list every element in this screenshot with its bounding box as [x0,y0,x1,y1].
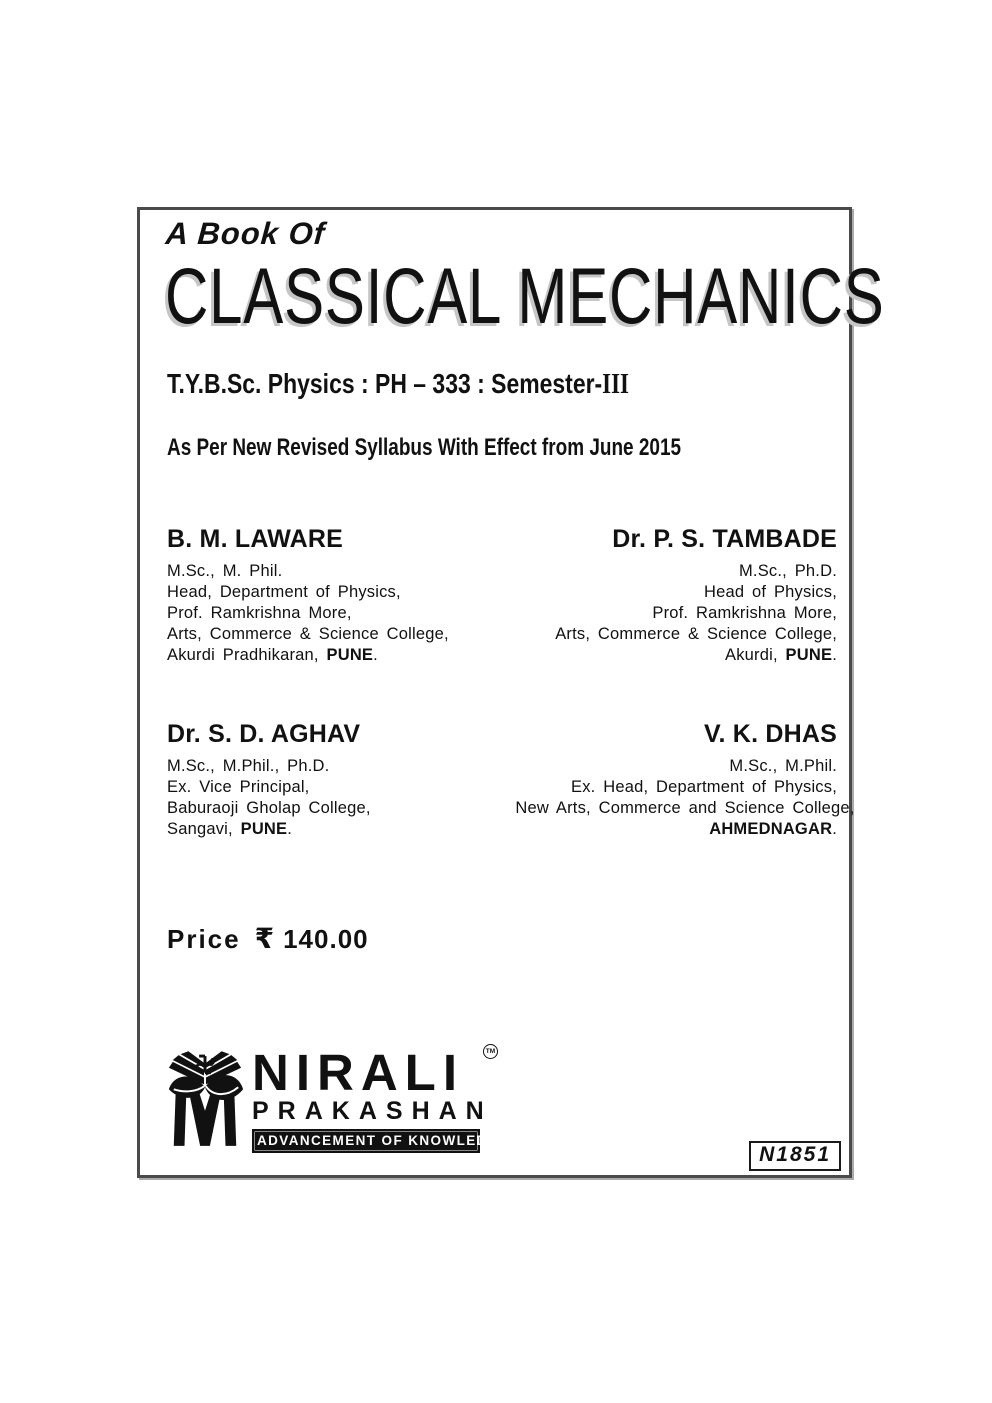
author-name: Dr. P. S. TAMBADE [612,525,837,553]
author-detail-line: Ex. Head, Department of Physics, [570,778,837,796]
author-block-tambade [555,525,837,666]
nirali-open-book-figure-icon [164,1050,246,1150]
author-detail-line: M.Sc., M. Phil. [167,562,283,580]
author-location-line: AHMEDNAGAR. [709,820,837,838]
publisher-text-block [252,1044,511,1153]
author-name: B. M. LAWARE [167,525,344,553]
trademark-icon: TM [483,1044,498,1059]
cover-frame [137,207,885,1178]
author-details [167,561,449,666]
author-location-line: Akurdi Pradhikaran, PUNE. [167,646,378,664]
author-location-line: Sangavi, PUNE. [167,820,293,838]
rupee-icon: ₹ [254,922,275,955]
price-row [167,922,369,955]
publisher-subname: PRAKASHAN [252,1097,493,1125]
authors-row-2 [167,720,855,840]
syllabus-note: As Per New Revised Syllabus With Effect from June 2015 [167,434,682,461]
course-text: T.Y.B.Sc. Physics : PH – 333 : Semester- [167,368,603,399]
author-detail-line: Head of Physics, [703,583,837,601]
author-block-dhas [515,720,855,840]
author-details [555,561,837,666]
book-title: CLASSICAL MECHANICS [165,251,885,340]
author-detail-line: Prof. Ramkrishna More, [167,604,352,622]
tagline: A Book Of [164,216,327,251]
author-details [515,756,855,840]
author-detail-line: Arts, Commerce & Science College, [555,625,837,643]
author-details [167,756,371,840]
course-semester-numeral: III [602,369,629,400]
author-detail-line: M.Sc., Ph.D. [738,562,837,580]
publisher-banner: ADVANCEMENT OF KNOWLEDGE [252,1129,480,1153]
author-block-laware [167,525,449,666]
author-location-line: Akurdi, PUNE. [725,646,837,664]
author-name: V. K. DHAS [703,720,837,748]
author-detail-line: New Arts, Commerce and Science College, [515,799,855,817]
authors-row-1 [167,525,837,666]
author-detail-line: Head, Department of Physics, [167,583,401,601]
author-name: Dr. S. D. AGHAV [167,720,361,748]
author-detail-line: Ex. Vice Principal, [167,778,310,796]
price-label: Price [167,924,241,954]
book-code-badge: N1851 [749,1141,841,1171]
author-detail-line: Baburaoji Gholap College, [167,799,371,817]
author-block-aghav [167,720,371,840]
publisher-logo [164,1044,511,1153]
course-line [167,368,629,401]
author-detail-line: Arts, Commerce & Science College, [167,625,449,643]
author-detail-line: M.Sc., M.Phil. [729,757,837,775]
publisher-name: NIRALI [252,1044,464,1101]
price-amount: 140.00 [283,924,369,954]
author-detail-line: Prof. Ramkrishna More, [652,604,837,622]
author-detail-line: M.Sc., M.Phil., Ph.D. [167,757,330,775]
